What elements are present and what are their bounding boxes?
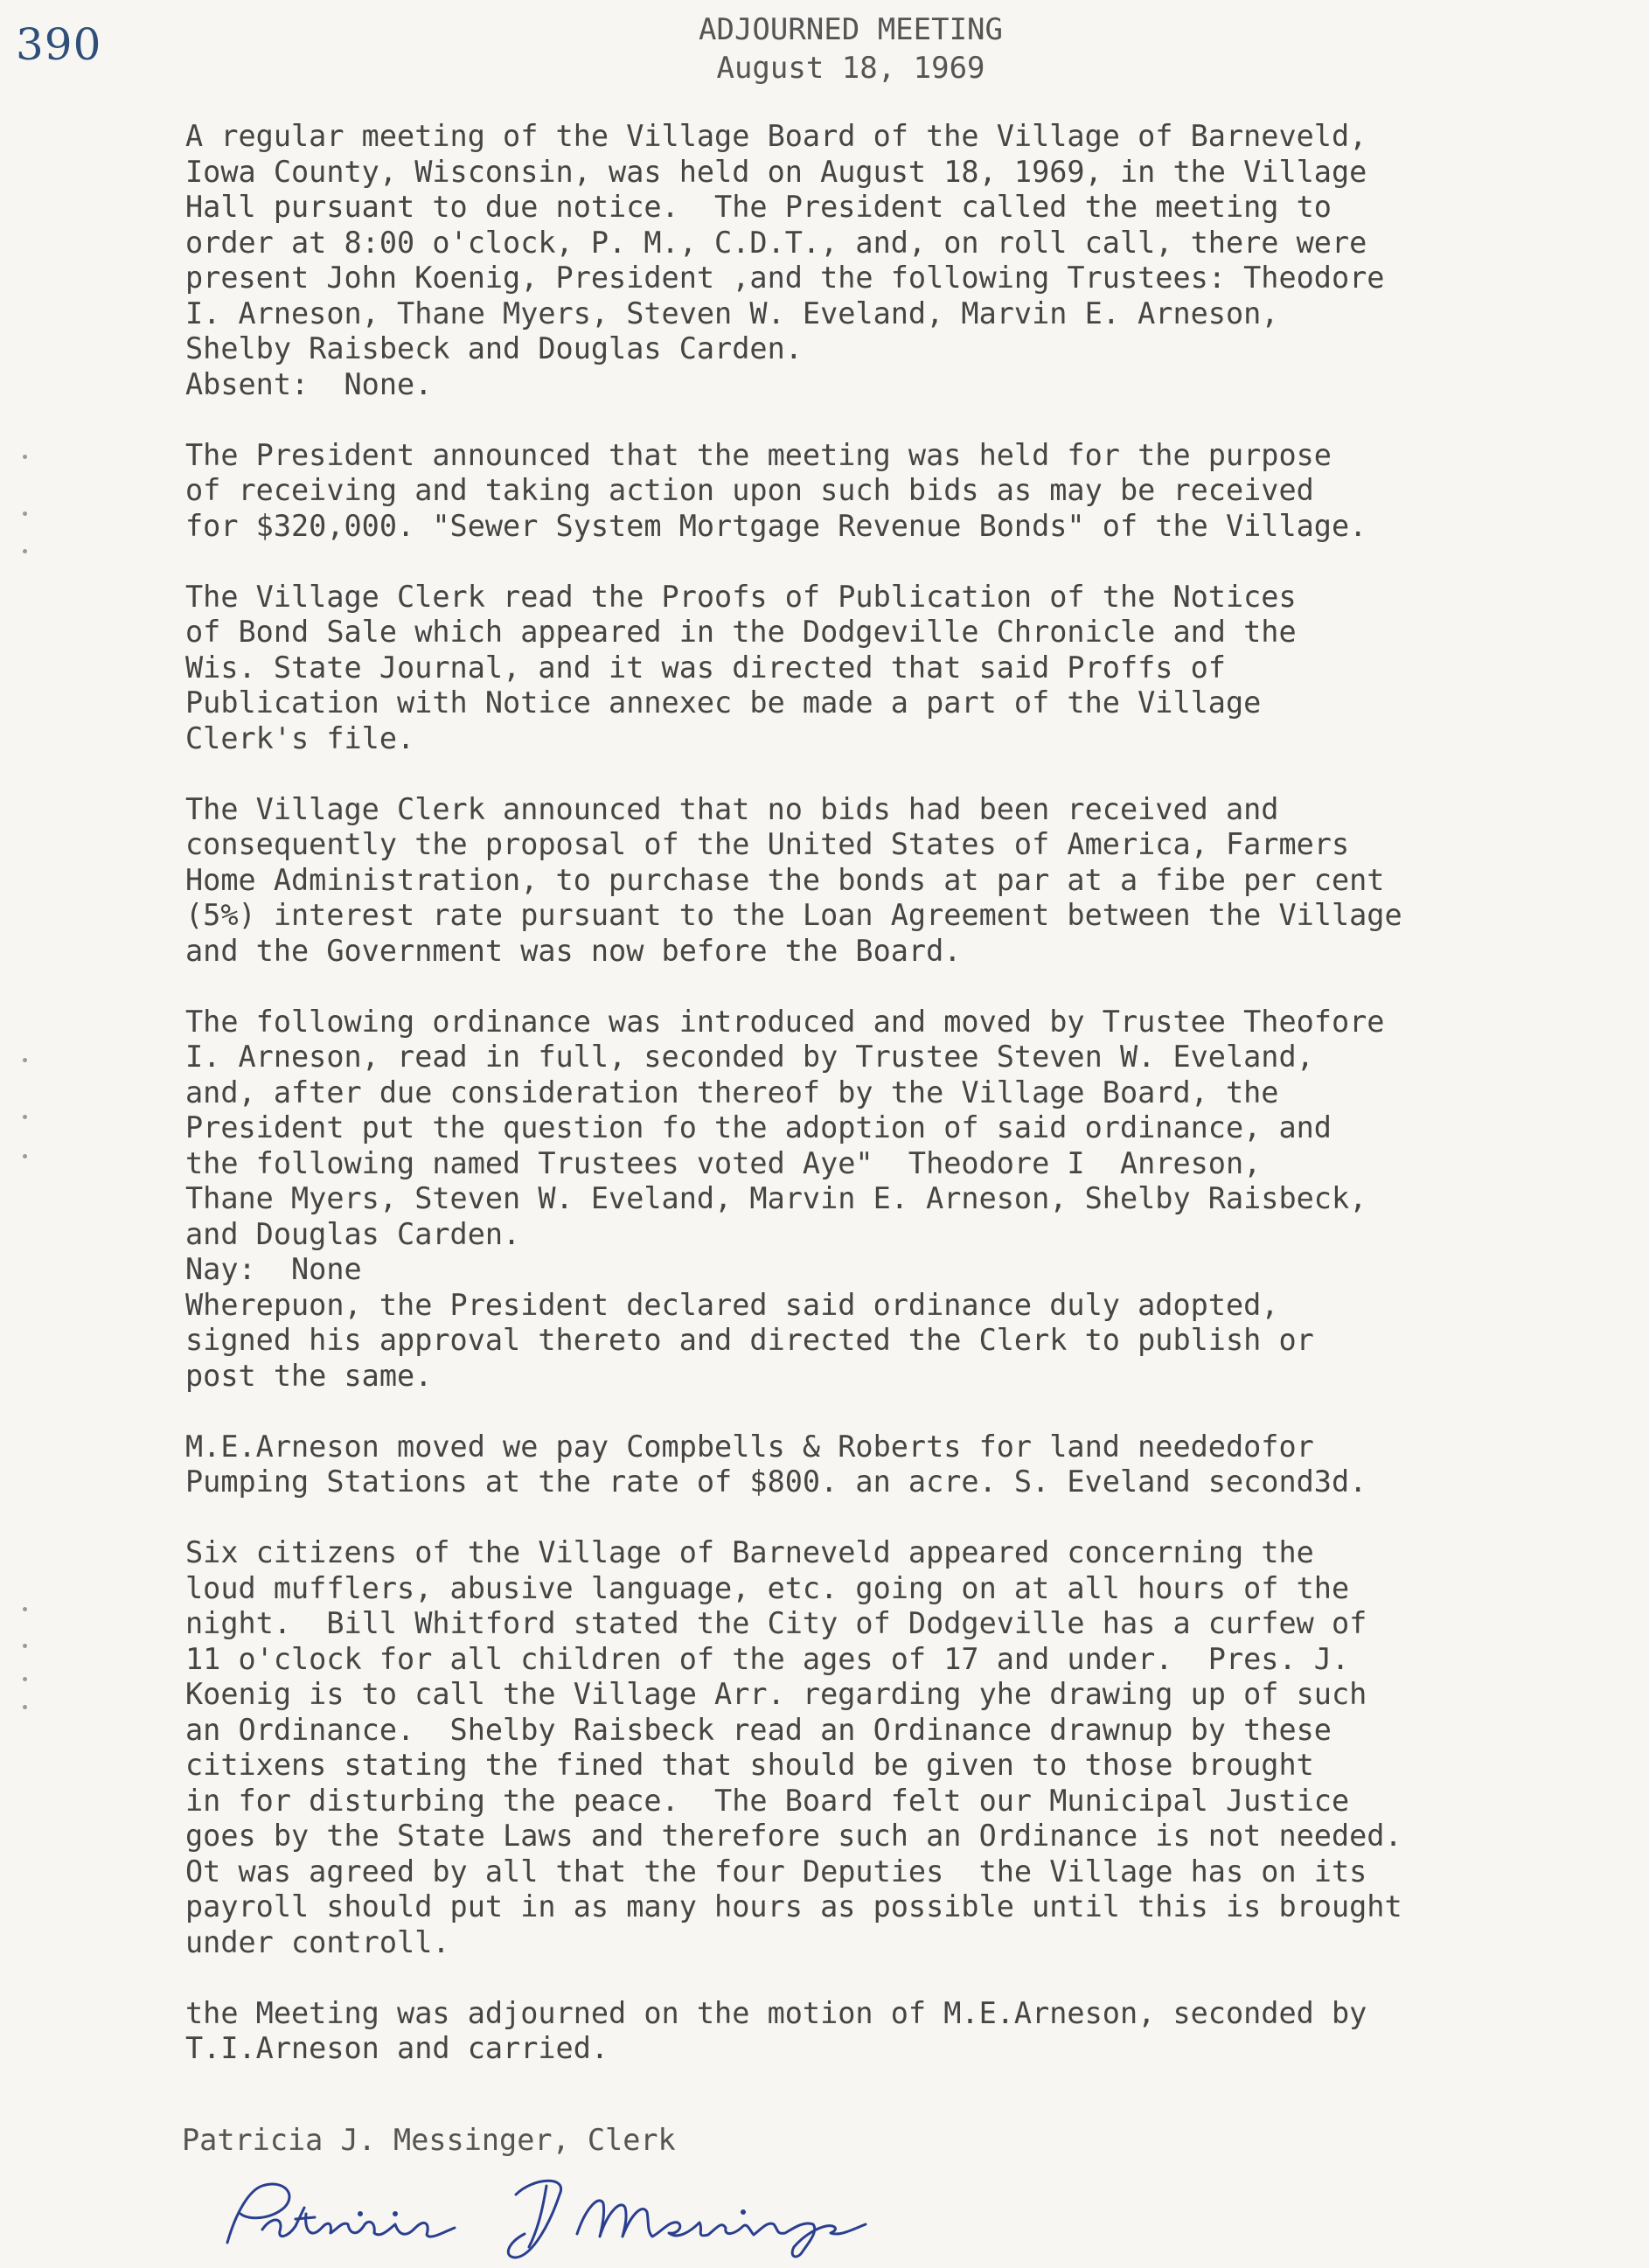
- paragraph-purpose: The President announced that the meeting was held for the purpose of receiving and taking action upon such bids as may be received for $320,000. "Sewer System Mortgage Revenue Bonds" of the Village.: [185, 437, 1367, 543]
- paragraph-no-bids: The Village Clerk announced that no bids had been received and consequently the proposal of the United States of America, Farmers Home Administration, to purchase the bonds at par at a fibe per cent (5%) interest rate pursuant to the Loan Agreement between the Village and the Government was now before the Board.: [185, 791, 1402, 968]
- document-header: [0, 10, 1649, 87]
- meeting-title: ADJOURNED MEETING: [699, 12, 1003, 47]
- margin-punch-marks: [23, 0, 49, 2268]
- meeting-date: August 18, 1969: [716, 51, 985, 86]
- paragraph-ordinance-vote: The following ordinance was introduced and moved by Trustee Theofore I. Arneson, read in full, seconded by Trustee Steven W. Eveland, and, after due consideration thereof by the Village Board, the President put the question fo the adoption of said ordinance, and the following named Trustees voted Aye" Theodore I Anreson, Thane Myers, Steven W. Eveland, Marvin E. Arneson, Shelby Raisbeck, and Douglas Carden. Nay: None Wherepuon, the President declared said ordinance duly adopted, signed his approval thereto and directed the Clerk to publish or post the same.: [185, 1004, 1385, 1393]
- page-number: 390: [16, 19, 102, 70]
- paragraph-adjournment: the Meeting was adjourned on the motion of M.E.Arneson, seconded by T.I.Arneson and carried.: [185, 1995, 1367, 2065]
- paragraph-land-payment: M.E.Arneson moved we pay Compbells & Roberts for land neededofor Pumping Stations at the rate of $800. an acre. S. Eveland second3d.: [185, 1429, 1367, 1499]
- minutes-body: [185, 119, 1637, 2102]
- paragraph-call-to-order: A regular meeting of the Village Board of the Village of Barneveld, Iowa County, Wisconsin, was held on August 18, 1969, in the Village Hall pursuant to due notice. The President called the meeting to order at 8:00 o'clock, P. M., C.D.T., and, on roll call, there were present John Koenig, President ,and the following Trustees: Theodore I. Arneson, Thane Myers, Steven W. Eveland, Marvin E. Arneson, Shelby Raisbeck and Douglas Carden. Absent: None.: [185, 119, 1385, 401]
- clerk-signoff: Patricia J. Messinger, Clerk: [182, 2123, 676, 2157]
- handwritten-signature: [201, 2160, 988, 2265]
- paragraph-citizens-complaint: Six citizens of the Village of Barneveld appeared concerning the loud mufflers, abusive language, etc. going on at all hours of the night. Bill Whitford stated the City of Dodgeville has a curfew of 11 o'clock for all children of the ages of 17 and under. Pres. J. Koenig is to call the Village Arr. regarding yhe drawing up of such an Ordinance. Shelby Raisbeck read an Ordinance drawnup by these citixens stating the fined that should be given to those brought in for disturbing the peace. The Board felt our Municipal Justice goes by the State Laws and therefore such an Ordinance is not needed. Ot was agreed by all that the four Deputies the Village has on its payroll should put in as many hours as possible until this is brought under controll.: [185, 1535, 1402, 1959]
- paragraph-proofs-of-publication: The Village Clerk read the Proofs of Publication of the Notices of Bond Sale which appeared in the Dodgeville Chronicle and the Wis. State Journal, and it was directed that said Proffs of Publication with Notice annexec be made a part of the Village Clerk's file.: [185, 579, 1297, 755]
